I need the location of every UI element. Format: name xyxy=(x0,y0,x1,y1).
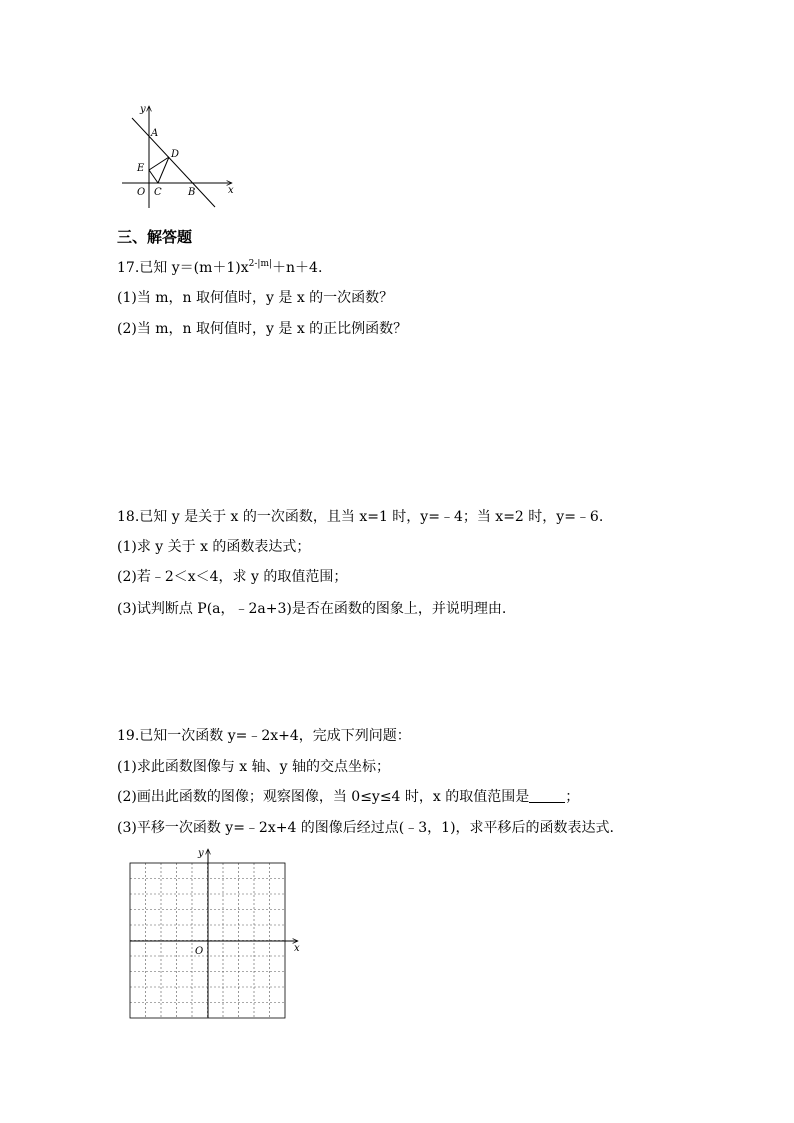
q19-part3: (3)平移一次函数 y=﹣2x+4 的图像后经过点(﹣3，1)，求平移后的函数表达式. xyxy=(117,820,614,836)
q18-part2: (2)若﹣2＜x＜4，求 y 的取值范围； xyxy=(117,569,348,585)
grid-label-y: y xyxy=(198,848,204,859)
label-o: O xyxy=(137,187,146,198)
q17-part1: (1)当 m，n 取何值时，y 是 x 的一次函数？ xyxy=(117,290,394,306)
label-a: A xyxy=(151,128,159,139)
q19-stem: 19.已知一次函数 y=﹣2x+4，完成下列问题： xyxy=(117,728,411,744)
segment-ec xyxy=(149,170,158,183)
q18-stem: 18.已知 y 是关于 x 的一次函数，且当 x=1 时，y=﹣4；当 x=2 时，y=﹣6. xyxy=(117,509,604,525)
answer-blank[interactable] xyxy=(529,790,565,803)
section-title: 三、解答题 xyxy=(117,228,193,246)
q17-part2: (2)当 m，n 取何值时，y 是 x 的正比例函数？ xyxy=(117,321,408,337)
geometry-figure xyxy=(118,100,240,212)
q19-part2: (2)画出此函数的图像；观察图像，当 0≤y≤4 时，x 的取值范围是 ； xyxy=(117,789,580,805)
grid-label-x: x xyxy=(294,943,300,954)
label-y: y xyxy=(140,104,146,115)
label-c: C xyxy=(154,187,162,198)
label-e: E xyxy=(137,163,145,174)
label-x: x xyxy=(228,185,234,196)
q17-stem: 17.已知 $y=(m+1)x^{2-|m|}+n+4$. xyxy=(117,259,323,276)
label-d: D xyxy=(171,149,180,160)
label-b: B xyxy=(188,187,196,198)
q19-part1: (1)求此函数图像与 x 轴、y 轴的交点坐标； xyxy=(117,759,390,775)
coordinate-grid xyxy=(122,845,308,1025)
q18-part1: (1)求 y 关于 x 的函数表达式； xyxy=(117,539,311,555)
q18-part3: (3)试判断点 P(a，﹣2a+3)是否在函数的图象上，并说明理由. xyxy=(117,601,507,617)
grid-label-o: O xyxy=(195,946,204,957)
